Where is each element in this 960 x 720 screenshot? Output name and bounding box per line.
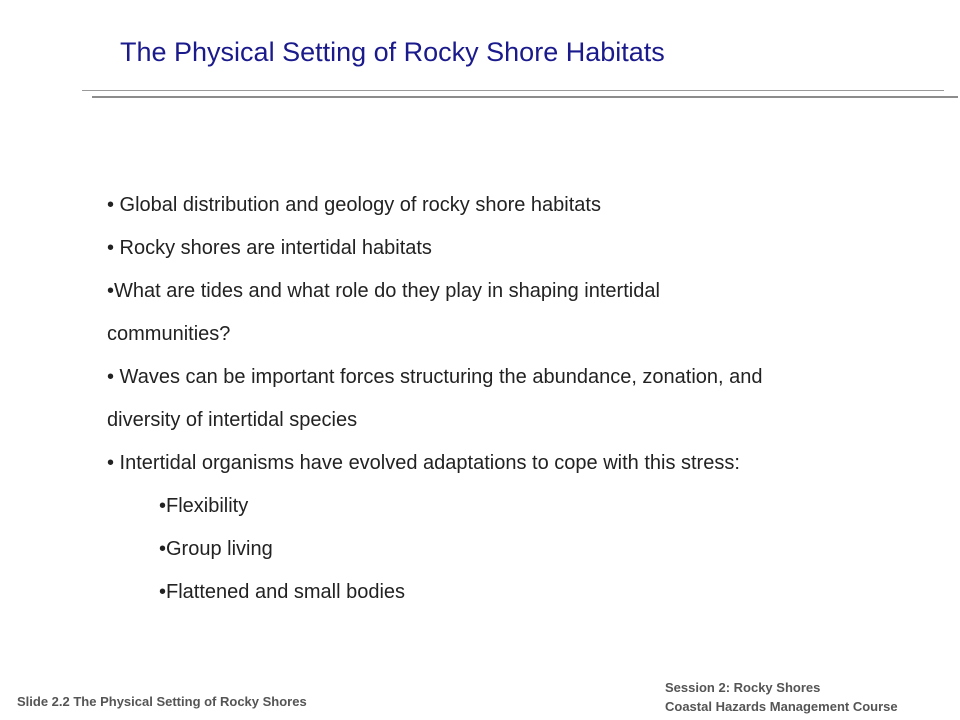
title-divider-bottom xyxy=(92,96,958,98)
bullet-list xyxy=(107,184,907,614)
sub-bullet-item: •Flattened and small bodies xyxy=(159,581,406,603)
bullet-item-continuation: diversity of intertidal species xyxy=(107,409,358,431)
title-divider-top xyxy=(82,90,944,91)
footer-slide-label: Slide 2.2 The Physical Setting of Rocky Shores xyxy=(17,694,307,709)
bullet-item: • Rocky shores are intertidal habitats xyxy=(107,237,432,259)
bullet-item: • Waves can be important forces structuring the abundance, zonation, and xyxy=(107,366,763,388)
bullet-item: • Global distribution and geology of rocky shore habitats xyxy=(107,194,601,216)
footer-course: Coastal Hazards Management Course xyxy=(665,699,898,714)
bullet-item: •What are tides and what role do they play in shaping intertidal xyxy=(107,280,660,302)
footer-session: Session 2: Rocky Shores xyxy=(665,680,821,695)
footer-course-info xyxy=(665,678,898,716)
bullet-item: • Intertidal organisms have evolved adaptations to cope with this stress: xyxy=(107,452,740,474)
bullet-item-continuation: communities? xyxy=(107,323,231,345)
sub-bullet-item: •Group living xyxy=(159,538,273,560)
slide-title: The Physical Setting of Rocky Shore Habitats xyxy=(120,37,665,67)
sub-bullet-item: •Flexibility xyxy=(159,495,249,517)
